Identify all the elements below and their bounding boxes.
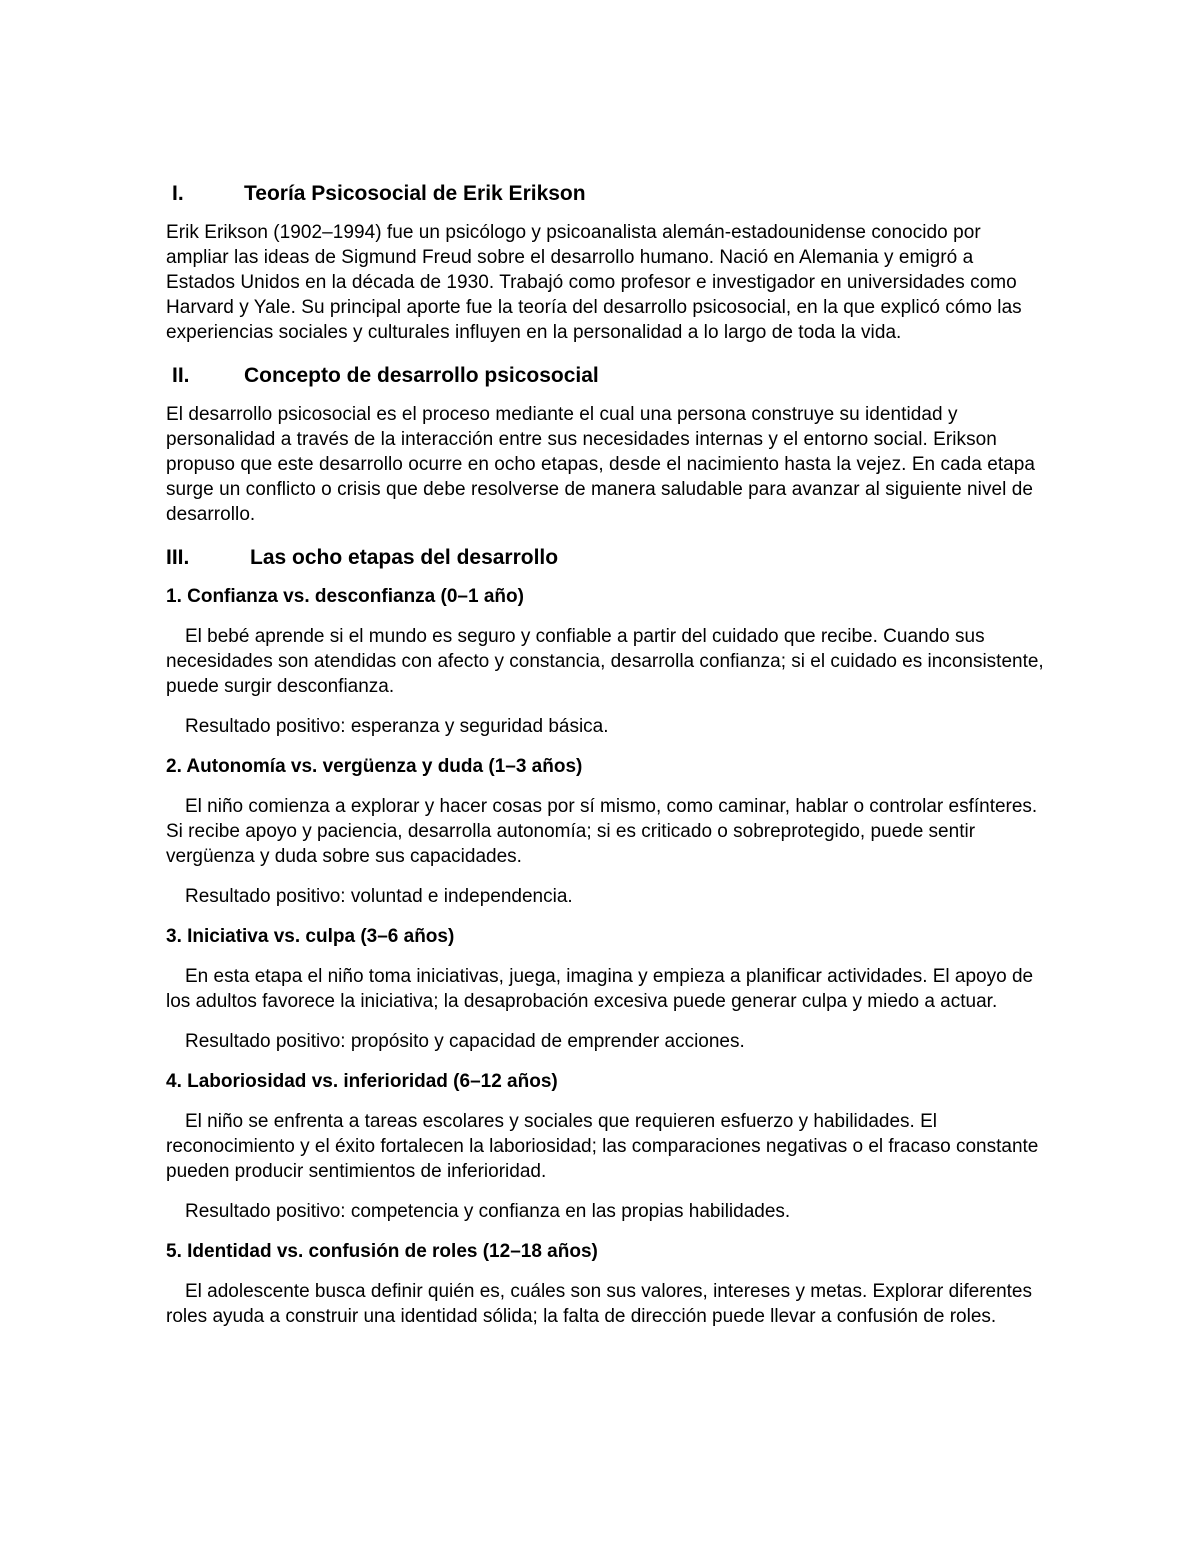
stage-description: El niño comienza a explorar y hacer cosas por sí mismo, como caminar, hablar o controlar esfínteres. Si recibe apoyo y paciencia, desarrolla autonomía; si es criticado o sobreprotegido, puede sentir vergüenza y duda sobre sus capacidades.	[166, 796, 1038, 867]
stage-1	[166, 584, 1046, 739]
stage-result: Resultado positivo: voluntad e independencia.	[185, 886, 573, 907]
stage-result: Resultado positivo: competencia y confianza en las propias habilidades.	[185, 1201, 791, 1222]
section-title: Concepto de desarrollo psicosocial	[244, 364, 599, 387]
stage-4	[166, 1069, 1046, 1224]
section-body-biography: Erik Erikson (1902–1994) fue un psicólogo y psicoanalista alemán-estadounidense conocido por ampliar las ideas de Sigmund Freud sobre el desarrollo humano. Nació en Alemania y emigró a Estados Unidos en la década de 1930. Trabajó como profesor e investigador en universidades como Harvard y Yale. Su principal aporte fue la teoría del desarrollo psicosocial, en la que explicó cómo las experiencias sociales y culturales influyen en la personalidad a lo largo de toda la vida.	[166, 222, 1022, 343]
stage-title: 5. Identidad vs. confusión de roles (12–18 años)	[166, 1241, 598, 1262]
document-content	[166, 180, 1046, 1344]
stage-description: En esta etapa el niño toma iniciativas, juega, imagina y empieza a planificar actividades. El apoyo de los adultos favorece la iniciativa; la desaprobación excesiva puede generar culpa y miedo a actuar.	[166, 966, 1034, 1012]
stage-title: 2. Autonomía vs. vergüenza y duda (1–3 años)	[166, 756, 583, 777]
stage-result: Resultado positivo: propósito y capacidad de emprender acciones.	[185, 1031, 745, 1052]
section-number: III.	[166, 546, 190, 569]
stage-description: El adolescente busca definir quién es, cuáles son sus valores, intereses y metas. Explorar diferentes roles ayuda a construir una identidad sólida; la falta de dirección puede llevar a confusión de roles.	[166, 1281, 1033, 1327]
stage-description: El bebé aprende si el mundo es seguro y confiable a partir del cuidado que recibe. Cuando sus necesidades son atendidas con afecto y constancia, desarrolla confianza; si el cuidado es inconsistente, puede surgir desconfianza.	[166, 626, 1044, 697]
stage-description: El niño se enfrenta a tareas escolares y sociales que requieren esfuerzo y habilidades. El reconocimiento y el éxito fortalecen la laboriosidad; las comparaciones negativas o el fracaso constante pueden producir sentimientos de inferioridad.	[166, 1111, 1039, 1182]
stage-5	[166, 1239, 1046, 1329]
stage-2	[166, 754, 1046, 909]
stage-result: Resultado positivo: esperanza y seguridad básica.	[185, 716, 609, 737]
stage-title: 1. Confianza vs. desconfianza (0–1 año)	[166, 586, 524, 607]
section-title: Teoría Psicosocial de Erik Erikson	[244, 182, 586, 205]
section-body-concept: El desarrollo psicosocial es el proceso mediante el cual una persona construye su identidad y personalidad a través de la interacción entre sus necesidades internas y el entorno social. Erikson propuso que este desarrollo ocurre en ocho etapas, desde el nacimiento hasta la vejez. En cada etapa surge un conflicto o crisis que debe resolverse de manera saludable para avanzar al siguiente nivel de desarrollo.	[166, 404, 1036, 525]
section-heading-3	[166, 544, 1046, 572]
section-number: II.	[172, 364, 190, 387]
stage-title: 3. Iniciativa vs. culpa (3–6 años)	[166, 926, 455, 947]
section-title: Las ocho etapas del desarrollo	[250, 546, 559, 569]
section-number: I.	[172, 182, 184, 205]
stage-3	[166, 924, 1046, 1054]
stage-title: 4. Laboriosidad vs. inferioridad (6–12 años)	[166, 1071, 558, 1092]
section-heading-2	[166, 362, 1046, 390]
section-heading-1	[166, 180, 1046, 208]
